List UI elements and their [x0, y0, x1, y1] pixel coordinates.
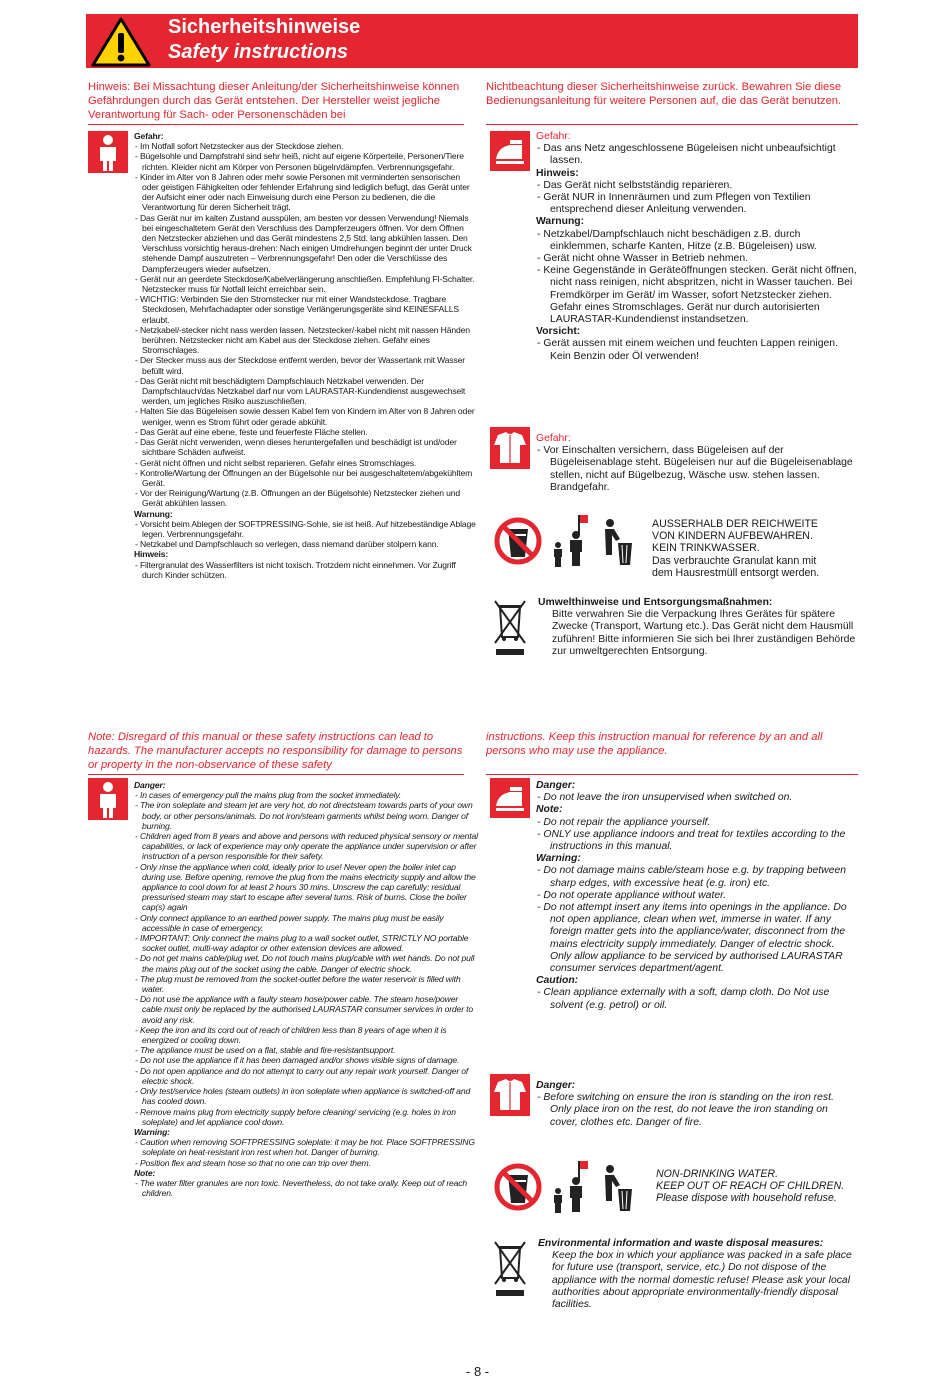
list-item: - WICHTIG: Verbinden Sie den Stromstecker nur mit einer Wandsteckdose. Tragbare Steckdosen, Mehrfachadapter oder sonstige Verlängerungsgeräte sind KEINESFALLS erlaubt. — [134, 294, 476, 325]
danger-heading: Danger: — [134, 780, 166, 790]
list-item: - Position flex and steam hose so that no one can trip over them. — [134, 1158, 480, 1168]
water-warning-line: VON KINDERN AUFBEWAHREN. — [652, 530, 813, 543]
en-shirt-safety-text — [536, 1080, 858, 1129]
divider — [486, 774, 858, 775]
list-item: - Caution when removing SOFTPRESSING soleplate: it may be hot. Place SOFTPRESSING soleplate on heat-resistant iron rest when hot. Danger of burning. — [134, 1137, 480, 1157]
note-heading: Note: — [134, 1167, 156, 1178]
intro-de-left: Hinweis: Bei Missachtung dieser Anleitung/der Sicherheitshinweise können Gefährdungen durch das Gerät entstehen. Der Hersteller weist jegliche Verantwortung für Sach- oder Personenschäden bei — [88, 81, 460, 121]
de-water-warning — [652, 518, 858, 579]
list-item: - Do not use the appliance with a faulty steam hose/power cable. The steam hose/power cable must only be replaced by the authorised LAURASTAR consumer services in order to avoid any risk. — [134, 994, 480, 1025]
water-warning-line: KEIN TRINKWASSER. — [652, 542, 760, 555]
env-body: Bitte verwahren Sie die Verpackung Ihres Gerätes für spätere Zwecke (Transport, Wartung etc.). Das Gerät nicht dem Hausmüll zuführen! Bitte informieren Sie sich bei Ihrer zuständigen Behörde zur umweltgerechten Entsorgung. — [552, 609, 856, 657]
list-item: - Vorsicht beim Ablegen der SOFTPRESSING-Sohle, sie ist heiß. Auf hitzebeständige Ablage legen. Verbrennungsgefahr. — [134, 519, 476, 539]
divider — [486, 124, 858, 125]
water-warning-line: KEEP OUT OF REACH OF CHILDREN. — [656, 1180, 845, 1193]
list-item: - Vor Einschalten versichern, dass Bügeleisen auf der Bügeleisenablage steht. Bügeleisen nur auf die Bügeleisenablage stellen, nicht auf Bügelbezug, Wäsche usw. stehen lassen. Brandgefahr. — [536, 445, 858, 494]
note-heading: Hinweis: — [536, 167, 579, 179]
list-item: - Bügelsohle und Dampfstrahl sind sehr heiß, nicht auf eigene Körperteile, Personen/Tiere richten. Kleider nicht am Körper von Personen bügeln/dämpfen. Verbrennungsgefahr. — [134, 151, 476, 171]
no-drinking-icon — [490, 515, 546, 567]
list-item: - IMPORTANT: Only connect the mains plug to a wall socket outlet, STRICTLY NO portable socket outlet, multi-way adaptor or other extension devices are allowed. — [134, 933, 480, 953]
intro-en-right: instructions. Keep this instruction manual for reference by an and all persons who may use the appliance. — [486, 731, 823, 757]
en-person-safety-text — [134, 780, 480, 1198]
list-item: - Children aged from 8 years and above and persons with reduced physical sensory or mental capabilities, or lack of experience may only operate the appliance under supervision or after instruction of a person responsible for their safety. — [134, 831, 480, 862]
warning-heading: Warnung: — [134, 508, 173, 519]
list-item: - Do not operate appliance without water. — [536, 890, 858, 902]
keep-away-children-icon — [550, 1159, 590, 1215]
de-shirt-safety-text — [536, 433, 858, 494]
env-body: Keep the box in which your appliance was packed in a safe place for future use (transport, service, etc.) Do not dispose of the appliance with the normal domestic refuse! Please ask your local authorities about appropriate environmentally-friendly disposal facilities. — [552, 1250, 852, 1311]
list-item: - Netzkabel/-stecker nicht nass werden lassen. Netzstecker/-kabel nicht mit nassen Händen berühren. Netzstecker nicht am Kabel aus der Steckdose ziehen. Gefahr eines Stromschlages. — [134, 325, 476, 356]
trash-disposal-icon — [600, 1161, 636, 1213]
env-heading: Umwelthinweise und Entsorgungsmaßnahmen: — [538, 597, 773, 608]
keep-away-children-icon — [550, 513, 590, 569]
warning-heading: Warning: — [134, 1126, 170, 1137]
list-item: - Do not open appliance and do not attempt to carry out any repair work yourself. Danger of electric shock. — [134, 1066, 480, 1086]
title-de: Sicherheitshinweise — [168, 16, 361, 38]
list-item: - Only test/service holes (steam outlets) in iron soleplate when appliance is switched-off and has cooled down. — [134, 1086, 480, 1106]
de-environment-text — [538, 597, 858, 658]
list-item: - Das ans Netz angeschlossene Bügeleisen nicht unbeaufsichtigt lassen. — [536, 143, 858, 167]
list-item: - Der Stecker muss aus der Steckdose entfernt werden, bevor der Wassertank mit Wasser befüllt wird. — [134, 355, 476, 375]
list-item: - Gerät nur an geerdete Steckdose/Kabelverlängerung anschließen. Empfehlung FI-Schalter. Netzstecker muss für Notfall leicht erreichbar sein. — [134, 274, 476, 294]
danger-heading: Gefahr: — [536, 131, 571, 142]
water-warning-line: Please dispose with household refuse. — [656, 1192, 837, 1205]
shirt-icon — [490, 427, 530, 469]
list-item: - Do not get mains cable/plug wet. Do not touch mains plug/cable with wet hands. Do not pull the mains plug out of the socket using the cable. Danger of electric shock. — [134, 953, 480, 973]
list-item: - Before switching on ensure the iron is standing on the iron rest. Only place iron on the rest, do not leave the iron standing on cover, clothes etc. Danger of fire. — [536, 1092, 858, 1129]
iron-icon — [490, 778, 530, 818]
list-item: - Das Gerät nicht verwenden, wenn dieses heruntergefallen und beschädigt ist und/oder sichtbare Schäden aufweist. — [134, 437, 476, 457]
water-warning-line: dem Hausrestmüll entsorgt werden. — [652, 566, 820, 579]
list-item: - Do not use the appliance if it has been damaged and/or shows visible signs of damage. — [134, 1055, 480, 1065]
water-warning-line: Das verbrauchte Granulat kann mit — [652, 554, 817, 567]
crossed-bin-icon — [492, 1238, 528, 1298]
person-icon — [88, 131, 128, 173]
danger-heading: Gefahr: — [536, 433, 571, 444]
de-iron-safety-text — [536, 131, 858, 363]
trash-disposal-icon — [600, 515, 636, 567]
en-water-warning — [656, 1168, 862, 1205]
list-item: - Gerät NUR in Innenräumen und zum Pflegen von Textilien entsprechend dieser Anleitung verwenden. — [536, 192, 858, 216]
list-item: - In cases of emergency pull the mains plug from the socket immediately. — [134, 790, 480, 800]
list-item: - Das Gerät nicht mit beschädigtem Dampfschlauch Netzkabel verwenden. Der Dampfschlauch/das Netzkabel darf nur vom LAURASTAR-Kundendienst ausgewechselt werden, um jegliches Risiko auszuschließen. — [134, 376, 476, 407]
en-environment-text — [538, 1238, 862, 1311]
shirt-icon — [490, 1074, 530, 1116]
page-number: - 8 - — [466, 1364, 490, 1379]
list-item: - Netzkabel und Dampfschlauch so verlegen, dass niemand darüber stolpern kann. — [134, 539, 476, 549]
list-item: - Im Notfall sofort Netzstecker aus der Steckdose ziehen. — [134, 141, 476, 151]
warning-triangle-icon — [90, 16, 152, 68]
list-item: - The appliance must be used on a flat, stable and fire-resistantsupport. — [134, 1045, 480, 1055]
list-item: - Filtergranulat des Wasserfilters ist nicht toxisch. Trotzdem nicht einnehmen. Vor Zugriff durch Kinder schützen. — [134, 560, 476, 580]
list-item: - The water filter granules are non toxic. Nevertheless, do not take orally. Keep out of reach children. — [134, 1178, 480, 1198]
list-item: - Only connect appliance to an earthed power supply. The mains plug must be easily accessible in case of emergency. — [134, 913, 480, 933]
danger-heading: Danger: — [536, 1080, 576, 1091]
list-item: - Keine Gegenstände in Geräteöffnungen stecken. Gerät nicht öffnen, nicht nass reinigen, nicht abspritzen, nicht in Wasser tauchen. Bei Fremdkörper im Gerät/ im Wasser, sofort Netzstecker ziehen. Gefahr eines Stromschlages. Gerät nur durch autorisierten LAURASTAR-Kundendienst instandsetzen. — [536, 265, 858, 326]
list-item: - Do not leave the iron unsupervised when switched on. — [536, 792, 858, 804]
danger-heading: Danger: — [536, 780, 576, 791]
env-heading: Environmental information and waste disposal measures: — [538, 1238, 824, 1249]
list-item: - Only rinse the appliance when cold, ideally prior to use! Never open the boiler inlet cap during use. Before opening, remove the plug from the mains electricity supply and allow the appliance to cool down for at least 2 hours 30 mins. Unscrew the cap carefully: residual pressurised steam may start to escape after several turns. Risk of burns. Close the boiler cap(s) again — [134, 862, 480, 913]
de-person-safety-text — [134, 131, 476, 580]
intro-de-right: Nichtbeachtung dieser Sicherheitshinweise zurück. Bewahren Sie diese Bedienungsanleitung für weitere Personen auf, die das Gerät benutzen. — [486, 81, 842, 107]
list-item: - Das Gerät auf eine ebene, feste und feuerfeste Fläche stellen. — [134, 427, 476, 437]
en-iron-safety-text — [536, 780, 858, 1012]
list-item: - Do not damage mains cable/steam hose e.g. by trapping between sharp edges, with excessive heat (e.g. iron) etc. — [536, 865, 858, 889]
list-item: - Keep the iron and its cord out of reach of children less than 8 years of age when it is energized or cooling down. — [134, 1025, 480, 1045]
warning-heading: Warnung: — [536, 216, 585, 228]
water-warning-line: AUSSERHALB DER REICHWEITE — [652, 518, 818, 530]
caution-heading: Caution: — [536, 975, 579, 987]
list-item: - Do not repair the appliance yourself. — [536, 817, 858, 829]
list-item: - Remove mains plug from electricity supply before cleaning/ servicing (e.g. holes in iron soleplate) and let appliance cool down. — [134, 1107, 480, 1127]
caution-heading: Vorsicht: — [536, 326, 581, 338]
list-item: - Gerät nicht ohne Wasser in Betrieb nehmen. — [536, 253, 858, 265]
person-icon — [88, 778, 128, 820]
no-drinking-icon — [490, 1161, 546, 1213]
list-item: - Kontrolle/Wartung der Öffnungen an der Bügelsohle nur bei ausgeschaltetem/abgekühltem Gerät. — [134, 468, 476, 488]
title-en: Safety instructions — [168, 41, 349, 63]
divider — [88, 774, 464, 775]
note-heading: Hinweis: — [134, 549, 169, 560]
list-item: - Do not attempt insert any items into openings in the appliance. Do not open appliance, clean when wet, immerse in water. If any foreign matter gets into the appliance/water, disconnect from the mains electricity supply immediately. Danger of electric shock. Only allow appliance to be serviced by authorised LAURASTAR consumer services department/agent. — [536, 902, 858, 975]
iron-icon — [490, 131, 530, 171]
water-warning-line: NON-DRINKING WATER. — [656, 1168, 779, 1180]
list-item: - Netzkabel/Dampfschlauch nicht beschädigen z.B. durch einklemmen, scharfe Kanten, Hitze (z.B. Bügeleisen) usw. — [536, 229, 858, 253]
crossed-bin-icon — [492, 597, 528, 657]
list-item: - The iron soleplate and steam jet are very hot, do not directsteam towards parts of your own body, or other persons/animals. Do not iron/steam garments whilst being worn. Danger of burning. — [134, 800, 480, 831]
list-item: - The plug must be removed from the socket-outlet before the water reservoir is filled with water. — [134, 974, 480, 994]
header-banner — [86, 14, 858, 68]
list-item: - Halten Sie das Bügeleisen sowie dessen Kabel fern von Kindern im Alter von 8 Jahren oder weniger, wenn es Strom führt oder gerade abkühlt. — [134, 406, 476, 426]
divider — [88, 124, 464, 125]
list-item: - Gerät nicht öffnen und nicht selbst reparieren. Gefahr eines Stromschlages. — [134, 458, 476, 468]
list-item: - Das Gerät nur im kalten Zustand ausspülen, am besten vor dessen Verwendung! Niemals bei eingeschaltetem Gerät den Verschluss des Dampferzeugers öffnen. Vor dem Öffnen den Netzstecker abziehen und das Gerät mindestens 2,5 Std. lang abkühlen lassen. Den Verschluss vorsichtig heraus-drehen: Nach einigen Umdrehungen beginnt der unter Druck stehende Dampf auszutreten – Verbrennungsgefahr! Den oder die Verschlüsse des Dampferzeugers wieder aufsetzen. — [134, 213, 476, 274]
intro-en-left: Note: Disregard of this manual or these safety instructions can lead to hazards. The manufacturer accepts no responsibility for damage to persons or property in the non-observance of these safety — [88, 731, 463, 771]
note-heading: Note: — [536, 804, 563, 816]
danger-heading: Gefahr: — [134, 131, 164, 141]
warning-heading: Warning: — [536, 853, 581, 865]
list-item: - Clean appliance externally with a soft, damp cloth. Do Not use solvent (e.g. petrol) or oil. — [536, 987, 858, 1011]
list-item: - Kinder im Alter von 8 Jahren oder mehr sowie Personen mit verminderten sensorischen oder geistigen Fähigkeiten oder fehlender Erfahrung sind lediglich befugt, das Gerät unter der Aufsicht einer oder nach Einweisung durch eine Person zu bedienen, die die Verantwortung für deren Sicherheit trägt. — [134, 172, 476, 213]
list-item: - Das Gerät nicht selbstständig reparieren. — [536, 180, 858, 192]
list-item: - Vor der Reinigung/Wartung (z.B. Öffnungen an der Bügelsohle) Netzstecker ziehen und Gerät abkühlen lassen. — [134, 488, 476, 508]
list-item: - ONLY use appliance indoors and treat for textiles according to the instructions in this manual. — [536, 829, 858, 853]
list-item: - Gerät aussen mit einem weichen und feuchten Lappen reinigen. Kein Benzin oder Öl verwenden! — [536, 338, 858, 362]
